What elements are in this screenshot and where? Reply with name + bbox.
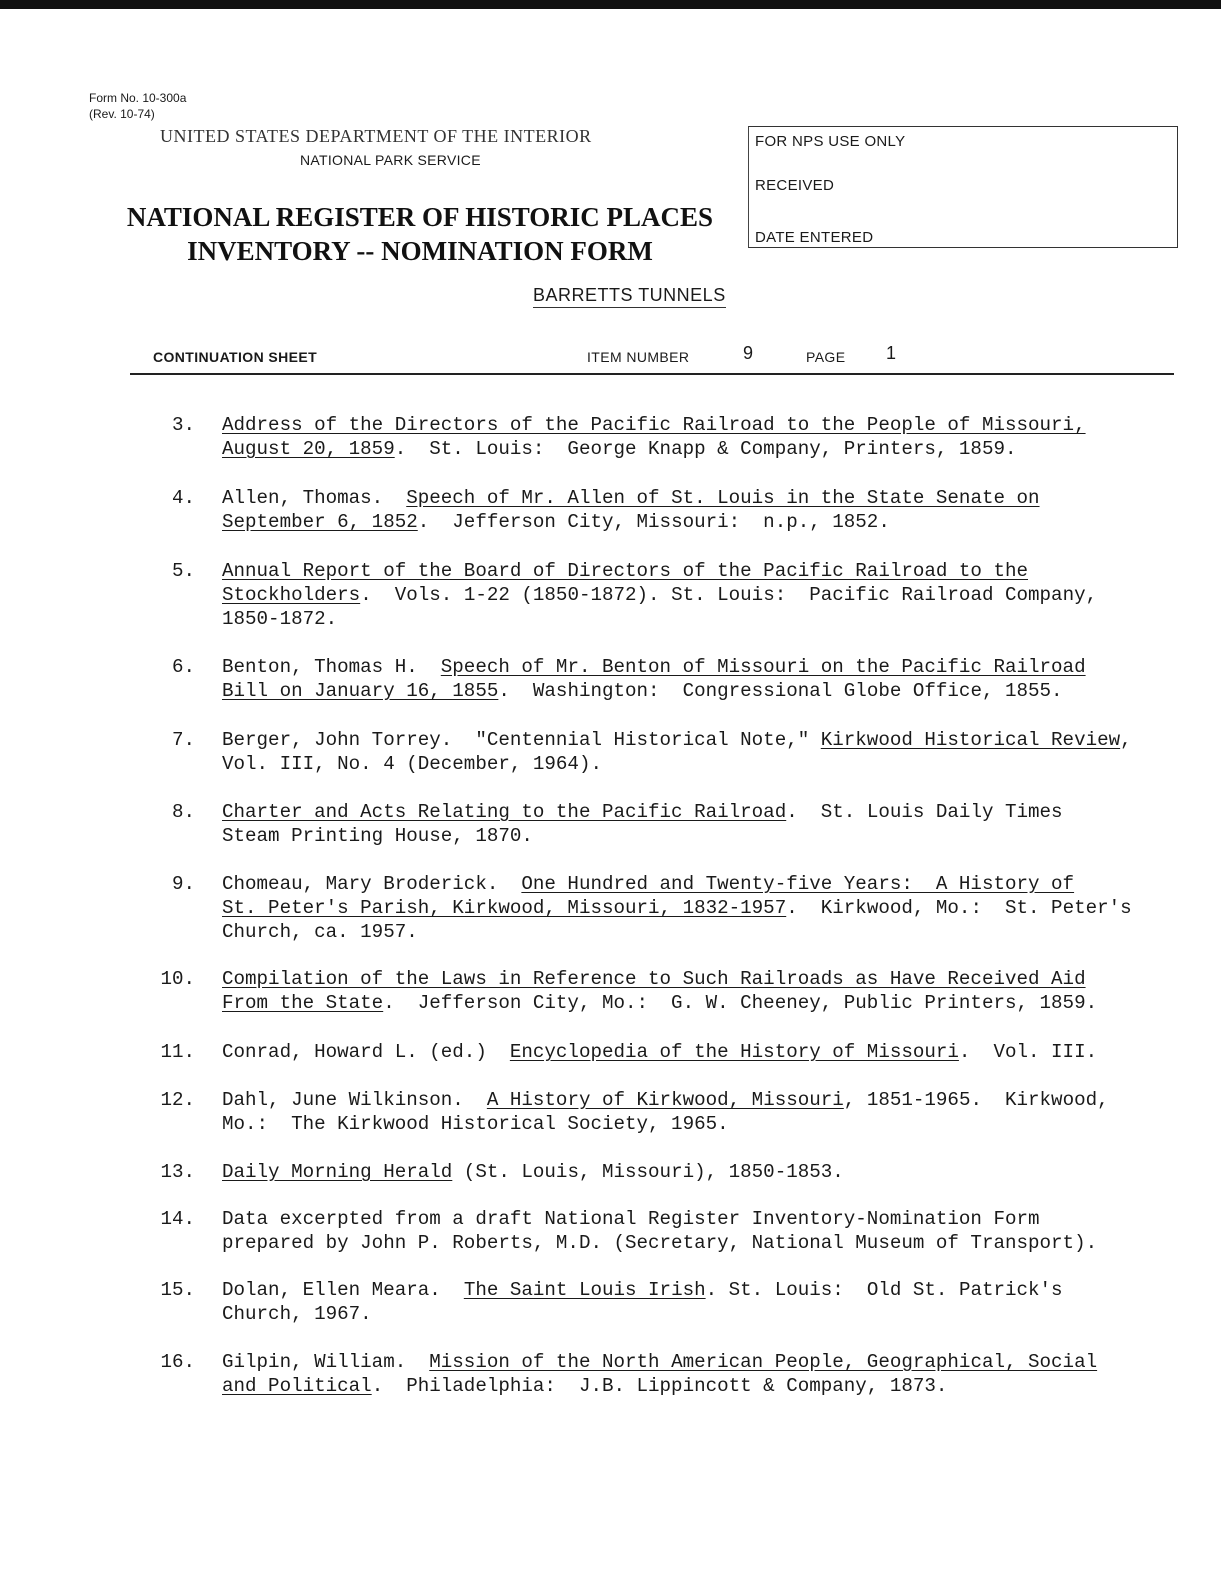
form-title: [100, 200, 740, 268]
reference-line: [222, 896, 1182, 920]
reference-number: 16.: [160, 1351, 195, 1373]
continuation-header: [130, 343, 1174, 375]
item-number-value: 9: [743, 343, 754, 363]
form-number: [89, 90, 186, 122]
reference-title-text: Compilation of the Laws in Reference to Such Railroads as Have Received Aid: [222, 968, 1086, 990]
nps-use-only-label: FOR NPS USE ONLY: [755, 133, 906, 150]
reference-title-text: Stockholders: [222, 584, 361, 606]
reference-text: . Jefferson City, Mo.: G. W. Cheeney, Public Printers, 1859.: [383, 992, 1098, 1014]
reference-line: [222, 1278, 1182, 1302]
reference-title-text: September 6, 1852: [222, 511, 418, 533]
reference-text: . St. Louis Daily Times: [786, 801, 1063, 823]
reference-title-text: Address of the Directors of the Pacific Railroad to the People of Missouri,: [222, 414, 1086, 436]
reference-title-text: Encyclopedia of the History of Missouri: [509, 1041, 959, 1063]
form-number-line: Form No. 10-300a: [89, 91, 187, 105]
reference-text: Mo.: The Kirkwood Historical Society, 1965.: [222, 1113, 729, 1135]
reference-line: [222, 1088, 1182, 1112]
reference-title-text: Daily Morning Herald: [222, 1161, 453, 1183]
reference-line: [222, 1207, 1182, 1231]
reference-number: 10.: [160, 968, 195, 990]
reference-line: [222, 920, 1182, 944]
reference-title-text: Annual Report of the Board of Directors of the Pacific Railroad to the: [222, 560, 1029, 582]
reference-text: . Jefferson City, Missouri: n.p., 1852.: [417, 511, 890, 533]
nps-use-box: [748, 126, 1178, 248]
reference-text: Church, 1967.: [222, 1303, 372, 1325]
reference-number: 11.: [160, 1041, 195, 1063]
reference-text: Dolan, Ellen Meara.: [222, 1279, 464, 1301]
reference-line: [222, 991, 1182, 1015]
reference-number: 7.: [171, 729, 195, 751]
reference-text: Conrad, Howard L. (ed.): [222, 1041, 510, 1063]
reference-number: 9.: [171, 873, 195, 895]
reference-text: Allen, Thomas.: [222, 487, 407, 509]
reference-line: [222, 800, 1182, 824]
reference-text: . Vols. 1-22 (1850-1872). St. Louis: Pacific Railroad Company,: [360, 584, 1098, 606]
received-field: RECEIVED: [755, 177, 835, 194]
reference-line: [222, 1231, 1182, 1255]
reference-text: . Washington: Congressional Globe Office, 1855.: [498, 680, 1063, 702]
reference-text: Benton, Thomas H.: [222, 656, 441, 678]
reference-title-text: St. Peter's Parish, Kirkwood, Missouri, 1832-1957: [222, 897, 787, 919]
reference-title-text: Speech of Mr. Allen of St. Louis in the State Senate on: [406, 487, 1040, 509]
date-entered-field: DATE ENTERED: [755, 229, 874, 246]
form-title-line1: NATIONAL REGISTER OF HISTORIC PLACES: [126, 202, 714, 232]
reference-line: [222, 510, 1182, 534]
form-revision-line: (Rev. 10-74): [89, 107, 155, 121]
item-number-label: ITEM NUMBER: [587, 349, 690, 365]
reference-text: . St. Louis: George Knapp & Company, Printers, 1859.: [394, 438, 1017, 460]
reference-title-text: Charter and Acts Relating to the Pacific Railroad: [222, 801, 787, 823]
reference-line: [222, 413, 1182, 437]
reference-number: 3.: [171, 414, 195, 436]
reference-text: (St. Louis, Missouri), 1850-1853.: [452, 1161, 844, 1183]
reference-text: , 1851-1965. Kirkwood,: [843, 1089, 1109, 1111]
page-value: 1: [886, 343, 897, 363]
reference-line: [222, 1112, 1182, 1136]
reference-title-text: Bill on January 16, 1855: [222, 680, 499, 702]
reference-text: prepared by John P. Roberts, M.D. (Secretary, National Museum of Transport).: [222, 1232, 1098, 1254]
reference-title-text: One Hundred and Twenty-five Years: A History of: [521, 873, 1075, 895]
property-name: BARRETTS TUNNELS: [533, 285, 726, 308]
page-label: PAGE: [806, 349, 846, 365]
reference-text: . Philadelphia: J.B. Lippincott & Company, 1873.: [371, 1375, 948, 1397]
reference-line: [222, 1160, 1182, 1184]
reference-text: Steam Printing House, 1870.: [222, 825, 533, 847]
reference-line: [222, 486, 1182, 510]
reference-line: [222, 583, 1182, 607]
reference-line: [222, 679, 1182, 703]
reference-number: 6.: [171, 656, 195, 678]
reference-text: Church, ca. 1957.: [222, 921, 418, 943]
reference-line: [222, 967, 1182, 991]
agency-heading: NATIONAL PARK SERVICE: [300, 152, 481, 168]
reference-text: Gilpin, William.: [222, 1351, 430, 1373]
reference-text: ,: [1120, 729, 1132, 751]
reference-line: [222, 824, 1182, 848]
reference-text: Vol. III, No. 4 (December, 1964).: [222, 753, 602, 775]
reference-title-text: The Saint Louis Irish: [463, 1279, 706, 1301]
reference-line: [222, 1350, 1182, 1374]
department-heading: UNITED STATES DEPARTMENT OF THE INTERIOR: [160, 126, 592, 146]
reference-line: [222, 728, 1182, 752]
reference-number: 13.: [160, 1161, 195, 1183]
reference-line: [222, 1374, 1182, 1398]
reference-title-text: Mission of the North American People, Geographical, Social: [429, 1351, 1098, 1373]
reference-text: Berger, John Torrey. "Centennial Historical Note,": [222, 729, 821, 751]
reference-title-text: and Political: [222, 1375, 372, 1397]
reference-text: Dahl, June Wilkinson.: [222, 1089, 487, 1111]
form-title-line2: INVENTORY -- NOMINATION FORM: [187, 236, 653, 266]
reference-title-text: Kirkwood Historical Review: [820, 729, 1121, 751]
reference-number: 8.: [171, 801, 195, 823]
reference-title-text: August 20, 1859: [222, 438, 395, 460]
reference-text: . Vol. III.: [958, 1041, 1098, 1063]
reference-title-text: A History of Kirkwood, Missouri: [486, 1089, 844, 1111]
reference-line: [222, 655, 1182, 679]
reference-number: 15.: [160, 1279, 195, 1301]
reference-line: [222, 437, 1182, 461]
reference-line: [222, 1302, 1182, 1326]
reference-text: . St. Louis: Old St. Patrick's: [705, 1279, 1063, 1301]
reference-number: 5.: [171, 560, 195, 582]
reference-number: 4.: [171, 487, 195, 509]
reference-text: 1850-1872.: [222, 608, 338, 630]
reference-number: 14.: [160, 1208, 195, 1230]
reference-line: [222, 607, 1182, 631]
reference-line: [222, 1040, 1182, 1064]
continuation-sheet-label: CONTINUATION SHEET: [153, 349, 318, 365]
reference-line: [222, 559, 1182, 583]
reference-text: . Kirkwood, Mo.: St. Peter's: [786, 897, 1132, 919]
top-edge-bar: [0, 0, 1221, 9]
reference-line: [222, 872, 1182, 896]
reference-title-text: From the State: [222, 992, 384, 1014]
reference-number: 12.: [160, 1089, 195, 1111]
reference-title-text: Speech of Mr. Benton of Missouri on the Pacific Railroad: [440, 656, 1086, 678]
reference-text: Chomeau, Mary Broderick.: [222, 873, 522, 895]
reference-line: [222, 752, 1182, 776]
reference-text: Data excerpted from a draft National Register Inventory-Nomination Form: [222, 1208, 1040, 1230]
